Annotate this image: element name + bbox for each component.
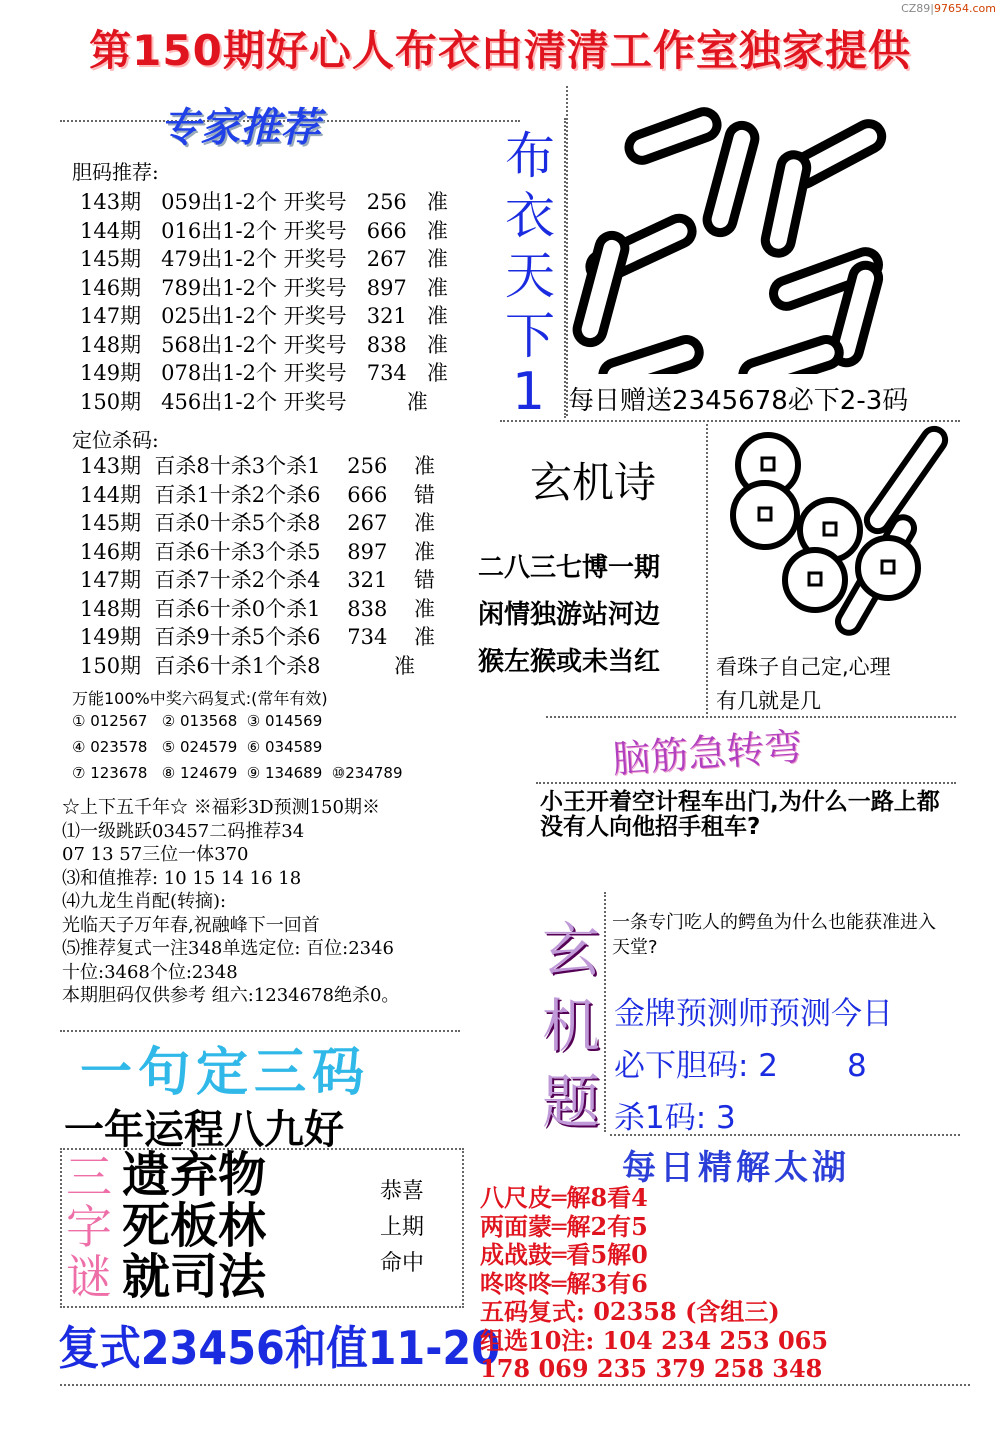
taihu-line: 八尺皮═解8看4 <box>480 1183 648 1212</box>
sanzi-word: 死板林 <box>122 1198 267 1254</box>
beads-caption: 看珠子自己定,心理 有几就是几 <box>716 655 891 713</box>
sanzi-words <box>122 1147 267 1305</box>
divider <box>566 86 570 416</box>
yiju-line: 一年运程八九好 <box>64 1107 344 1153</box>
divider <box>60 1384 970 1388</box>
wanneng-row: ⑦ 123678 ⑧ 124679 ⑨ 134689 ⑩234789 <box>72 764 403 782</box>
taihu-list <box>480 1184 828 1384</box>
riddle-question: 小王开着空计程车出门,为什么一路上都没有人向他招手租车? <box>540 789 940 840</box>
congrats-line: 恭喜 <box>380 1179 425 1204</box>
kill-row: 149期 百杀9十杀5个杀6 734 准 <box>80 625 435 649</box>
fushi-line: 复式23456和值11-20 <box>58 1321 501 1375</box>
kill-row: 143期 百杀8十杀3个杀1 256 准 <box>80 454 435 478</box>
dan-row: 146期 789出1-2个 开奖号 897 准 <box>80 275 448 300</box>
history-line: 光临天子万年春,祝融峰下一回首 <box>62 914 320 936</box>
poem-lines <box>478 545 660 686</box>
expert-heading: 专家推荐 <box>160 105 320 151</box>
history-line: ⑷九龙生肖配(转摘): <box>62 891 227 912</box>
dan-row: 145期 479出1-2个 开奖号 267 准 <box>80 247 448 271</box>
kill-label: 定位杀码: <box>72 428 159 452</box>
congrats-list <box>380 1174 424 1282</box>
taihu-line: 两面蒙═解2有5 <box>480 1211 648 1241</box>
taihu-line: 五码复式: 02358 (含组三) <box>480 1297 780 1326</box>
watermark: CZ89|97654.com <box>901 2 996 15</box>
poem-line: 二八三七博一期 <box>478 553 661 583</box>
history-line: ⑸推荐复式一注348单选定位: 百位:2346 <box>62 938 395 959</box>
history-list <box>62 796 399 1008</box>
taihu-line: 成战鼓═看5解0 <box>480 1240 648 1269</box>
divider <box>610 1134 960 1138</box>
sanzi-word: 遗弃物 <box>122 1147 267 1203</box>
kill-row: 150期 百杀6十杀1个杀8 准 <box>80 653 415 678</box>
congrats-line: 上期 <box>380 1215 425 1240</box>
taihu-line: 咚咚咚═解3有6 <box>480 1268 648 1298</box>
yiju-heading: 一句定三码 <box>80 1043 371 1103</box>
history-line: ☆上下五千年☆ ※福彩3D预测150期※ <box>62 797 380 818</box>
dan-row: 144期 016出1-2个 开奖号 666 准 <box>80 218 448 243</box>
kill-row: 148期 百杀6十杀0个杀1 838 准 <box>80 596 435 621</box>
xuanji-vertical: 玄机题 <box>541 916 600 1136</box>
sanzi-vertical: 三字谜 <box>66 1150 112 1304</box>
buyi-number: 1 <box>512 362 546 422</box>
wanneng-label: 万能100%中奖六码复式:(常年有效) <box>72 689 328 708</box>
poem-line: 闲情独游站河边 <box>478 600 661 630</box>
dan-row: 149期 078出1-2个 开奖号 734 准 <box>80 361 448 385</box>
dan-row: 148期 568出1-2个 开奖号 838 准 <box>80 332 448 357</box>
kill-row: 146期 百杀6十杀3个杀5 897 准 <box>80 539 435 564</box>
wanneng-row: ① 012567 ② 013568 ③ 014569 <box>72 712 323 730</box>
kill-list <box>80 452 435 680</box>
history-line: ⑴一级跳跃03457二码推荐34 <box>62 820 305 842</box>
dan-row: 147期 025出1-2个 开奖号 321 准 <box>80 304 448 328</box>
poem-line: 猴左猴或未当红 <box>478 647 661 677</box>
riddle-heading: 脑筋急转弯 <box>610 724 804 782</box>
dan-row: 150期 456出1-2个 开奖号 准 <box>80 389 428 414</box>
dan-list <box>80 188 448 416</box>
number-25-art <box>568 84 938 374</box>
history-line: 本期胆码仅供参考 组六:1234678绝杀0。 <box>62 985 400 1006</box>
wanneng-row: ④ 023578 ⑤ 024579 ⑥ 034589 <box>72 738 323 756</box>
congrats-line: 命中 <box>380 1251 425 1276</box>
xuanji-question: 一条专门吃人的鳄鱼为什么也能获准进入天堂? <box>612 912 936 958</box>
buyi-vertical: 布衣天下 <box>505 127 555 365</box>
page-title: 第150期好心人布衣由清清工作室独家提供 <box>89 26 911 75</box>
history-line: ⑶和值推荐: 10 15 14 16 18 <box>62 867 302 889</box>
dan-row: 143期 059出1-2个 开奖号 256 准 <box>80 190 448 214</box>
divider <box>706 424 710 714</box>
kill-row: 147期 百杀7十杀2个杀4 321 错 <box>80 568 435 592</box>
daily-gift: 每日赠送2345678必下2-3码 <box>568 386 909 416</box>
history-line: 07 13 57三位一体370 <box>62 844 249 865</box>
divider <box>604 892 608 1132</box>
kill-row: 144期 百杀1十杀2个杀6 666 错 <box>80 482 435 507</box>
coins-art <box>720 420 950 650</box>
kill-row: 145期 百杀0十杀5个杀8 267 准 <box>80 511 435 535</box>
gold-prediction: 金牌预测师预测今日 必下胆码: 2 8 杀1码: 3 <box>614 996 893 1136</box>
dan-label: 胆码推荐: <box>72 160 159 184</box>
divider <box>536 782 956 786</box>
taihu-line: 组选10注: 104 234 253 065 <box>480 1325 829 1355</box>
wanneng-list <box>72 708 403 786</box>
taihu-line: 178 069 235 379 258 348 <box>480 1354 823 1383</box>
poem-heading: 玄机诗 <box>530 458 657 507</box>
taihu-heading: 每日精解太湖 <box>622 1148 850 1188</box>
history-line: 十位:3468个位:2348 <box>62 961 238 983</box>
sanzi-word: 就司法 <box>122 1249 267 1305</box>
